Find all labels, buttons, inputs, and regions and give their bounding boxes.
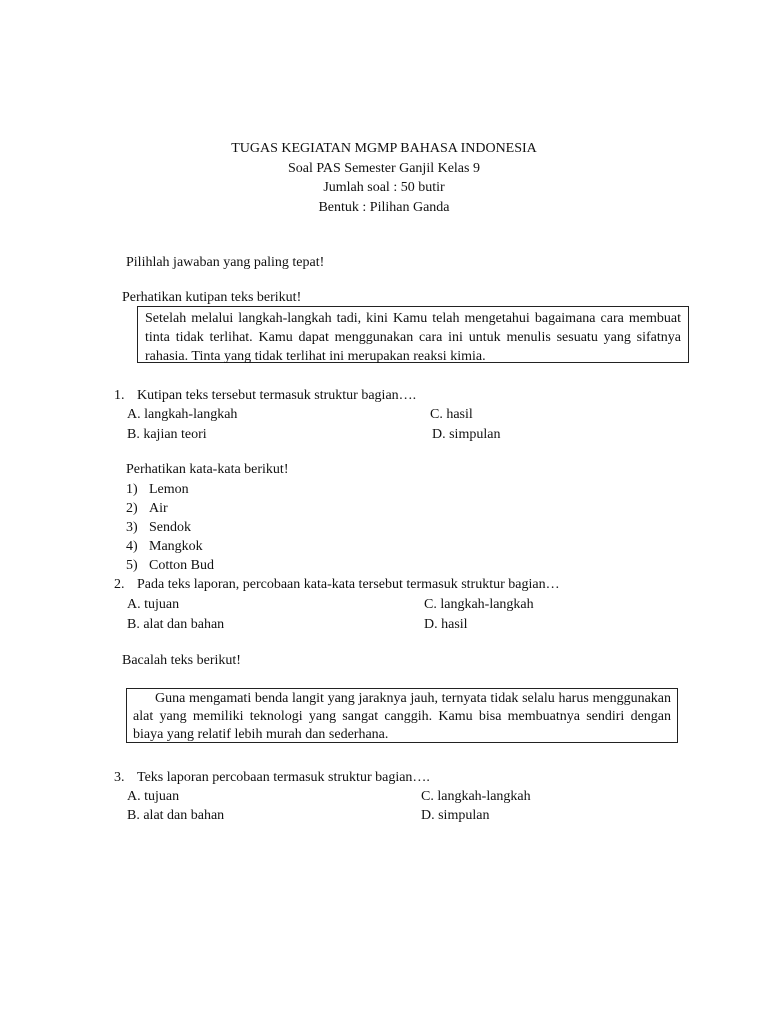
- q1-question: Kutipan teks tersebut termasuk struktur bagian….: [137, 388, 417, 403]
- q3-number: 3.: [114, 770, 125, 785]
- document-header: [0, 139, 768, 217]
- words-intro: Perhatikan kata-kata berikut!: [126, 462, 289, 477]
- q2-option-a: A. tujuan: [127, 597, 180, 612]
- q3-option-d: D. simpulan: [421, 808, 490, 823]
- q3-option-c: C. langkah-langkah: [421, 789, 531, 804]
- document-subtitle: Soal PAS Semester Ganjil Kelas 9: [288, 160, 480, 176]
- q1-option-c: C. hasil: [430, 407, 473, 422]
- q1-option-a: A. langkah-langkah: [127, 407, 238, 422]
- passage2-text: Guna mengamati benda langit yang jaraknya jauh, ternyata tidak selalu harus menggunakan alat yang memiliki teknologi yang sangat canggih. Kamu bisa membuatnya sendiri dengan biaya yang relatif lebih murah dan sederhana.: [133, 691, 671, 742]
- passage2-intro: Bacalah teks berikut!: [122, 653, 241, 668]
- q2-option-d: D. hasil: [424, 617, 468, 632]
- q1-option-d: D. simpulan: [432, 427, 501, 442]
- q3-option-b: B. alat dan bahan: [127, 808, 225, 823]
- instruction: Pilihlah jawaban yang paling tepat!: [126, 255, 325, 270]
- q3-option-a: A. tujuan: [127, 789, 180, 804]
- list-item-number: 5): [126, 558, 138, 573]
- passage2-box: [126, 688, 678, 743]
- list-item: Mangkok: [149, 539, 203, 554]
- list-item: Cotton Bud: [149, 558, 214, 573]
- passage1-intro: Perhatikan kutipan teks berikut!: [122, 290, 302, 305]
- q1-number: 1.: [114, 388, 125, 403]
- q3-question: Teks laporan percobaan termasuk struktur bagian….: [137, 770, 430, 785]
- list-item-number: 2): [126, 501, 138, 516]
- passage1-text: Setelah melalui langkah-langkah tadi, kini Kamu telah mengetahui bagaimana cara membuat tinta tidak terlihat. Kamu dapat menggunakan cara ini untuk menulis sesuatu yang sifatnya rahasia. Tinta yang tidak terlihat ini merupakan reaksi kimia.: [145, 311, 681, 364]
- question-form: Bentuk : Pilihan Ganda: [318, 199, 450, 215]
- list-item-number: 1): [126, 482, 138, 497]
- list-item: Lemon: [149, 482, 189, 497]
- q2-option-b: B. alat dan bahan: [127, 617, 225, 632]
- list-item: Air: [149, 501, 168, 516]
- q1-option-b: B. kajian teori: [127, 427, 207, 442]
- q2-question: Pada teks laporan, percobaan kata-kata tersebut termasuk struktur bagian…: [137, 577, 560, 592]
- list-item: Sendok: [149, 520, 191, 535]
- q2-option-c: C. langkah-langkah: [424, 597, 534, 612]
- question-count: Jumlah soal : 50 butir: [323, 180, 445, 195]
- document-title: TUGAS KEGIATAN MGMP BAHASA INDONESIA: [231, 141, 537, 156]
- q2-number: 2.: [114, 577, 125, 592]
- list-item-number: 4): [126, 539, 138, 554]
- list-item-number: 3): [126, 520, 138, 535]
- passage1-box: [137, 306, 689, 363]
